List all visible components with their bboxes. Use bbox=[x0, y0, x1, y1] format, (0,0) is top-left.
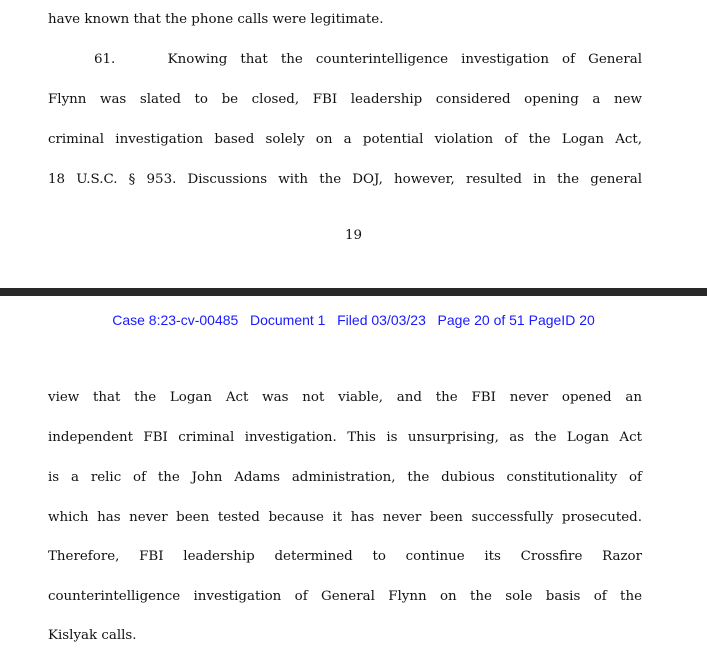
text-line: Therefore, FBI leadership determined to continue its Crossfire Razor bbox=[48, 549, 642, 564]
case-header: Case 8:23-cv-00485 Document 1 Filed 03/03/23 Page 20 of 51 PageID 20 bbox=[112, 312, 595, 328]
text-line: is a relic of the John Adams administration, the dubious constitutionality of bbox=[48, 470, 642, 485]
text-line: which has never been tested because it has never been successfully prosecuted. bbox=[48, 510, 642, 525]
text-line: independent FBI criminal investigation. This is unsurprising, as the Logan Act bbox=[48, 430, 642, 445]
text-line: Flynn was slated to be closed, FBI leadership considered opening a new bbox=[48, 92, 642, 107]
page-number: 19 bbox=[344, 228, 363, 243]
text-line: Kislyak calls. bbox=[48, 628, 137, 643]
paragraph-61-start: 61. Knowing that the counterintelligence investigation of General bbox=[94, 52, 642, 67]
text-line: 18 U.S.C. § 953. Discussions with the DOJ, however, resulted in the general bbox=[48, 172, 642, 187]
page-divider bbox=[0, 288, 707, 296]
text-line: criminal investigation based solely on a potential violation of the Logan Act, bbox=[48, 132, 642, 147]
text-line: have known that the phone calls were legitimate. bbox=[48, 12, 384, 27]
text-line: counterintelligence investigation of General Flynn on the sole basis of the bbox=[48, 589, 642, 604]
text-line: view that the Logan Act was not viable, and the FBI never opened an bbox=[48, 390, 642, 405]
